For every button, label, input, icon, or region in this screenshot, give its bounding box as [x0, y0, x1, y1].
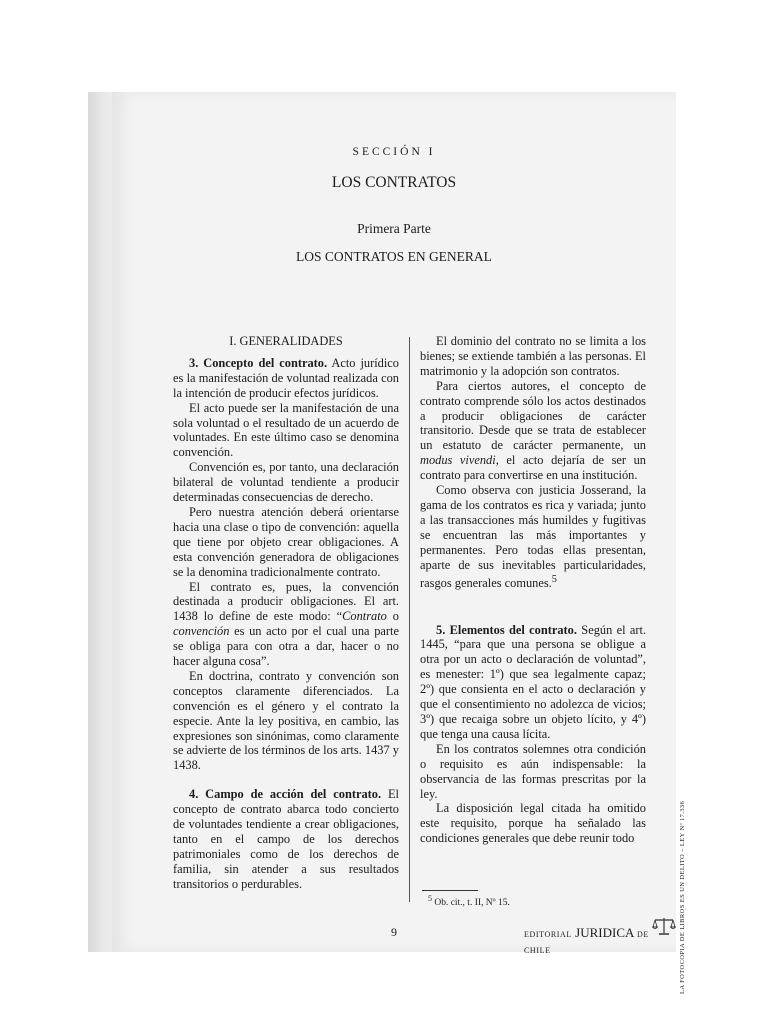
page-number: 9	[391, 925, 397, 939]
paragraph-text: El concepto de contrato abarca todo concierto de voluntades tendiente a crear obligaciones, tanto en el campo de los derechos patrimoniales como de los derechos de familia, sin atender a sus resultados transitorios o perdurables.	[173, 787, 399, 891]
footnote-rule	[422, 890, 478, 891]
paragraph: Pero nuestra atención deberá orientarse hacia una clase o tipo de convención: aquella que tiene por objeto crear obligaciones. A esta convención generadora de obligaciones se la denomina tradicionalmente contrato.	[173, 504, 399, 579]
section-4-heading: 4. Campo de acción del contrato.	[189, 787, 382, 802]
paragraph-text: el acto dejaría de ser un contrato para convertirse en una institución.	[420, 453, 646, 483]
section-5-heading: 5. Elementos del contrato.	[436, 622, 577, 637]
paragraph: La disposición legal citada ha omitido este requisito, porque ha señalado las condiciones generales que debe reunir todo	[420, 801, 646, 846]
footnote-ref: 5	[551, 573, 557, 585]
footnote-text: Ob. cit., t. II, Nº 15.	[434, 898, 510, 909]
paragraph-campo	[173, 787, 399, 891]
publisher-prefix: EDITORIAL	[524, 930, 572, 939]
paragraph: El acto puede ser la manifestación de una sola voluntad o el resultado de un acuerdo de voluntades. En este último caso se denomina convención.	[173, 400, 399, 460]
spacer	[173, 773, 399, 787]
generalidades-heading: I. GENERALIDADES	[229, 334, 343, 348]
paragraph-elementos	[420, 623, 646, 742]
section-title: SECCIÓN I	[352, 146, 436, 158]
part-title: Primera Parte	[357, 221, 431, 236]
paragraph-concepto	[173, 356, 399, 401]
paragraph-text: Según el art. 1445, “para que una persona se obligue a otra por un acto o declaración de voluntad”, es menester: 1º) que sea legalmente capaz; 2º) que consienta en el acto o declaración y que el consentimiento no adolezca de vicios; 3º) que recaiga sobre un objeto lícito, y 4º) que tenga una causa lícita.	[420, 622, 647, 741]
footnote-mark: 5	[428, 894, 432, 903]
column-divider	[409, 337, 410, 902]
paragraph-text: El contrato es, pues, la convención destinada a producir obligaciones. El art. 1438 lo define de este modo: “	[173, 579, 399, 624]
copyright-side-notice	[679, 521, 686, 994]
italic-term: Contrato	[342, 609, 387, 624]
right-column	[420, 334, 646, 846]
paragraph-text: Acto jurídico es la manifestación de voluntad realizada con la intención de producir efectos jurídicos.	[173, 355, 399, 400]
paragraph-text: es un acto por el cual una parte se obliga para con otra a dar, hacer o no hacer alguna cosa”.	[173, 624, 399, 669]
left-column	[173, 334, 399, 892]
paragraph: En los contratos solemnes otra condición o requisito es aún indispensable: la observancia de las formas prescritas por la ley.	[420, 741, 646, 801]
paragraph-modus	[420, 379, 646, 483]
paragraph-text: o	[386, 609, 400, 624]
scales-of-justice-icon	[652, 916, 676, 941]
italic-term: convención	[173, 624, 230, 639]
side-notice-text: LA FOTOCOPIA DE LIBROS ES UN DELITO – LEY Nº 17.336	[679, 800, 686, 994]
publisher-suffix: DE CHILE	[524, 930, 649, 955]
footnote	[428, 894, 510, 908]
section-3-heading: 3. Concepto del contrato.	[189, 355, 328, 370]
publisher-name: JURIDICA	[575, 925, 634, 940]
italic-term: modus vivendi,	[420, 453, 499, 468]
paragraph: En doctrina, contrato y convención son conceptos claramente diferenciados. La convención es el género y el contrato la especie. Ante la ley positiva, en cambio, las expresiones son sinónimas, como claramente se advierte de los términos de los arts. 1437 y 1438.	[173, 668, 399, 773]
paragraph: El dominio del contrato no se limita a los bienes; se extiende también a las personas. El matrimonio y la adopción son contratos.	[420, 334, 646, 378]
chapter-title: LOS CONTRATOS	[331, 174, 457, 191]
part-subtitle: LOS CONTRATOS EN GENERAL	[296, 249, 492, 264]
paragraph-definicion	[173, 580, 399, 669]
paragraph-text: Como observa con justicia Josserand, la gama de los contratos es rica y variada; junto a las transacciones más humildes y fugitivas se encuentran las más importantes y permanentes. Pero todas ellas presentan, aparte de sus inevitables particularidades, rasgos generales comunes.	[420, 483, 646, 590]
paragraph: Convención es, por tanto, una declaración bilateral de voluntad tendiente a producir determinadas consecuencias de derecho.	[173, 460, 399, 505]
book-page	[112, 92, 686, 994]
spacer	[420, 591, 646, 623]
paragraph-text: Para ciertos autores, el concepto de contrato comprende sólo los actos destinados a producir obligaciones de carácter transitorio. Desde que se trata de establecer un estatuto de carácter permanente, un	[420, 378, 646, 453]
paragraph-josserand	[420, 483, 646, 590]
